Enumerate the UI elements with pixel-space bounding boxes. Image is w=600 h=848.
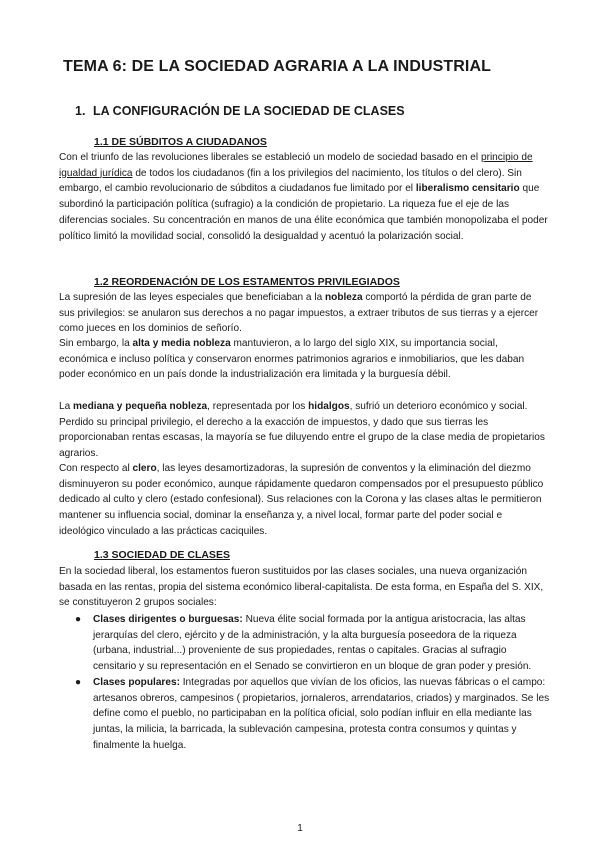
bold-term: hidalgos xyxy=(308,401,350,412)
subsection-1-1-heading: 1.1 DE SÚBDITOS A CIUDADANOS xyxy=(94,136,267,148)
text-run: , representada por los xyxy=(207,401,309,412)
bold-term: liberalismo censitario xyxy=(415,183,520,195)
underlined-term: principio de igualdad jurídica xyxy=(59,152,533,179)
bold-term: clero xyxy=(132,463,157,474)
subsection-1-2-paragraph-3 xyxy=(59,399,549,462)
bullet-icon: ● xyxy=(75,614,82,625)
list-item xyxy=(59,612,551,675)
subsection-1-2-paragraph-4 xyxy=(59,461,549,540)
bold-term: alta y media nobleza xyxy=(132,338,231,349)
social-classes-list xyxy=(59,612,551,753)
bullet-icon: ● xyxy=(75,676,82,688)
text-run: comportó la pérdida de gran parte de sus privilegios: se anularon sus derechos a no pagar impuestos, a extraer tributos de sus tierras y a ejercer como jueces en los dominios de señorío. xyxy=(59,292,539,335)
text-run: La supresión de las leyes especiales que beneficiaban a la xyxy=(59,292,325,303)
bold-term: nobleza xyxy=(324,292,363,303)
text-run: Con respecto al xyxy=(59,463,133,474)
text-run: La xyxy=(59,401,74,412)
list-item xyxy=(59,675,551,754)
subsection-1-3-paragraph: En la sociedad liberal, los estamentos fueron sustituidos por las clases sociales, una nueva organización basada en las rentas, propia del sistema económico liberal-capitalista. De esta forma, en España del S. XIX, se constituyeron 2 grupos sociales: xyxy=(59,566,544,609)
bold-term: mediana y pequeña nobleza xyxy=(73,401,208,412)
document-title: TEMA 6: DE LA SOCIEDAD AGRARIA A LA INDUSTRIAL xyxy=(63,58,491,75)
text-run: Integradas por aquellos que vivían de los oficios, las nuevas fábricas o el campo: artesanos obreros, campesinos ( propietarios, jornaleros, arrendatarios, criados) y marginados. Se les define como el pueblo, no participaban en la política oficial, solo podían influir en ella mediante las juntas, la milicia, la barricada, la sublevación campesina, protesta contra consumos y quintas y finalmente la huelga. xyxy=(93,676,550,751)
text-run: , sufrió un deterioro económico y social. Perdido su principal privilegio, el derecho a la exacción de impuestos, y dado que sus tierras les proporcionaban rentas escasas, la mayoría se fue diluyendo entre el grupo de la clase media de propietarios agrarios. xyxy=(59,401,545,460)
subsection-1-1-paragraph xyxy=(59,150,549,244)
text-run: mantuvieron, a lo largo del siglo XIX, su importancia social, económica e incluso política y conservaron enormes patrimonios agrarios e inmobiliarios, que les daban poder económico en un país donde la industrialización era limitada y la burguesía débil. xyxy=(59,338,525,381)
section-1-number: 1. xyxy=(75,104,86,118)
section-1-heading xyxy=(75,104,405,118)
text-run: Nueva élite social formada por la antigua aristocracia, las altas jerarquías del clero, ejército y de la administración, y la alta burguesía poseedora de la riqueza (urbana, industrial...) proveniente de sus propiedades, rentas o capitales. Gracias al sufragio censitario y su representación en el Senado se convirtieron en un bloque de gran poder y presión. xyxy=(93,614,532,673)
bold-term: Clases populares: xyxy=(93,676,180,688)
subsection-1-2-paragraph-2 xyxy=(59,336,549,383)
text-run: , las leyes desamortizadoras, la supresión de conventos y la eliminación del diezmo disminuyeron su poder económico, aunque rápidamente quedaron compensados por el presupuesto público dedicado al culto y clero (estado confesional). Sus relaciones con la Corona y las clases altas le permitieron mantener su influencia social, dominar la enseñanza y, a nivel local, formar parte del poder social e ideológico vinculado a las prácticas caciquiles. xyxy=(59,463,544,537)
text-run: de todos los ciudadanos (fin a los privilegios del nacimiento, los títulos o del clero). Sin embargo, el cambio revolucionario de súbditos a ciudadanos fue limitado por el xyxy=(59,167,522,195)
text-run: que subordinó la participación política (sufragio) a la condición de propietario. La riqueza fue el eje de las diferencias sociales. Su concentración en manos de una élite económica que también monopolizaba el poder político limitó la movilidad social, consolidó la desigualdad y acentuó la polarización social. xyxy=(59,183,548,242)
page-number: 1 xyxy=(297,823,303,834)
subsection-1-2-paragraph-1 xyxy=(59,290,549,337)
subsection-1-3-heading: 1.3 SOCIEDAD DE CLASES xyxy=(94,549,230,561)
bold-term: Clases dirigentes o burguesas: xyxy=(93,614,243,625)
text-run: Sin embargo, la xyxy=(59,338,133,349)
text-run: Con el triunfo de las revoluciones liberales se estableció un modelo de sociedad basado en el xyxy=(59,152,481,163)
section-1-title: LA CONFIGURACIÓN DE LA SOCIEDAD DE CLASES xyxy=(93,104,405,118)
subsection-1-2-heading: 1.2 REORDENACIÓN DE LOS ESTAMENTOS PRIVILEGIADOS xyxy=(94,276,400,288)
